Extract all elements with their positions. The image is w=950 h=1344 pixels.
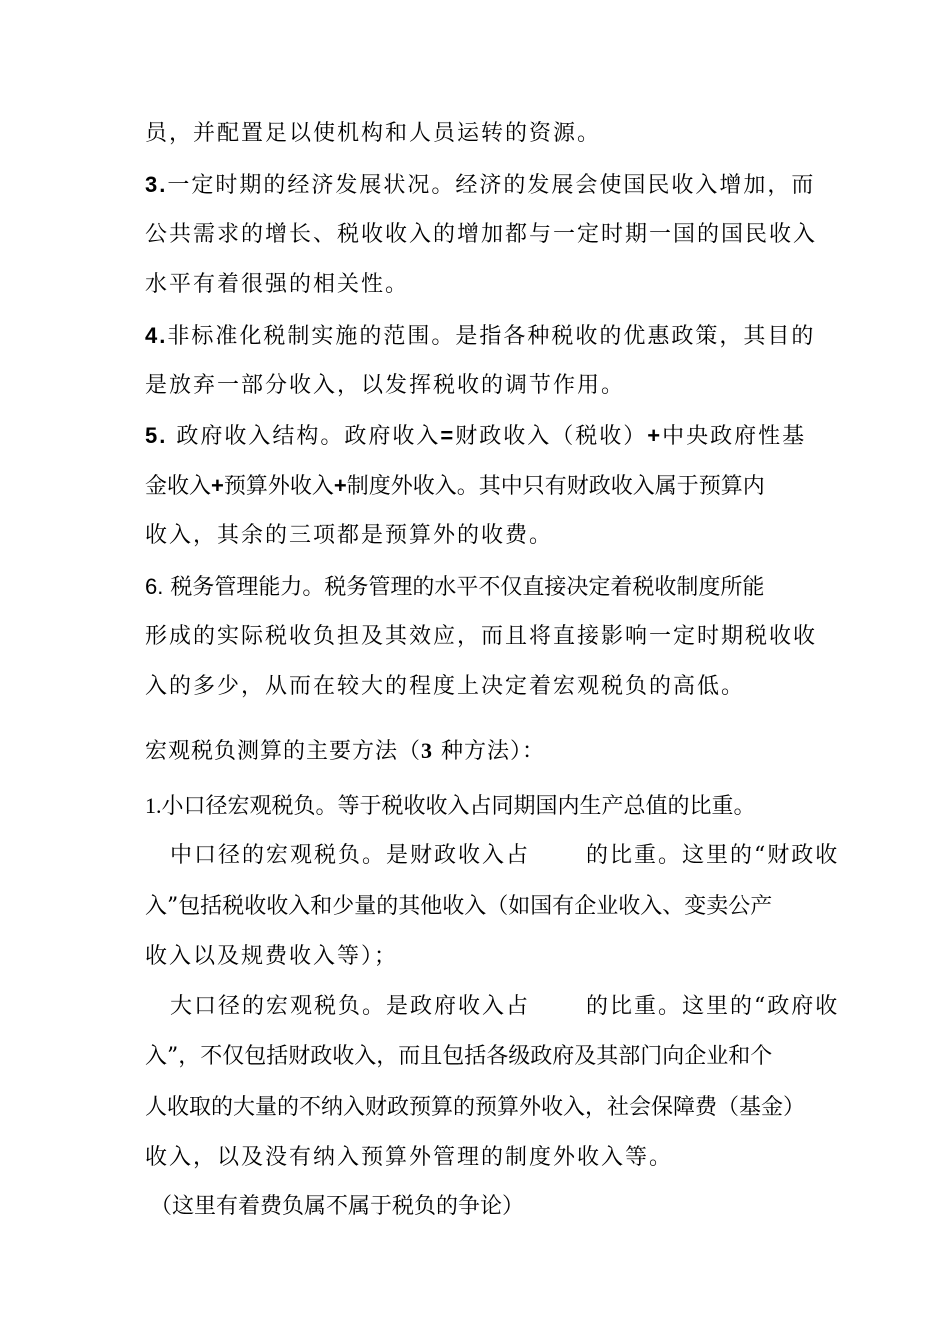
method-3-line-2 <box>145 1043 855 1071</box>
item-6-line-3 <box>145 673 855 701</box>
text-span: 员，并配置足以使机构和人员运转的资源。 <box>145 121 602 146</box>
text-span: 金收入 <box>145 474 212 499</box>
methods-heading <box>145 737 855 766</box>
item-4-line-1 <box>145 322 855 351</box>
plus-sign: + <box>333 473 347 498</box>
text-span: 大口径的宏观税负。是政府收入占 <box>170 994 531 1019</box>
item-number: 1. <box>145 793 162 818</box>
item-6-line-1 <box>145 573 855 602</box>
item-number: 5. <box>145 423 168 448</box>
item-number: 6. <box>145 574 164 599</box>
text-span: 形成的实际税收负担及其效应，而且将直接影响一定时期税收收 <box>145 624 818 649</box>
item-6-line-2 <box>145 623 855 651</box>
text-span: 是放弃一部分收入，以发挥税收的调节作用。 <box>145 373 626 398</box>
text-span: 入”包括税收收入和少量的其他收入（如国有企业收入、变卖公产 <box>145 894 773 919</box>
text-span: 收入以及规费收入等）； <box>145 944 399 969</box>
equals-sign: = <box>440 423 456 448</box>
item-number: 3. <box>145 172 168 197</box>
text-span: 宏观税负测算的主要方法（ <box>145 739 422 764</box>
item-5-line-1 <box>145 422 855 451</box>
text-span: 人收取的大量的不纳入财政预算的预算外收入，社会保障费（基金） <box>145 1095 806 1120</box>
text-span: 制度外收入。其中只有财政收入属于预算内 <box>346 474 765 499</box>
text-span: 的比重。这里的“政府收 <box>586 994 840 1019</box>
text-span: 税务管理能力。税务管理的水平不仅直接决定着税收制度所能 <box>163 575 765 600</box>
text-span: 公共需求的增长、税收收入的增加都与一定时期一国的国民收入 <box>145 222 818 247</box>
text-span: 中口径的宏观税负。是财政收入占 <box>170 843 531 868</box>
text-span: 的比重。这里的“财政收 <box>586 843 840 868</box>
text-span: 水平有着很强的相关性。 <box>145 272 410 297</box>
text-span: 非标准化税制实施的范围。是指各种税收的优惠政策，其目的 <box>167 324 816 349</box>
paragraph-continuation-line <box>145 120 855 148</box>
item-3-line-2 <box>145 221 855 249</box>
item-4-line-2 <box>145 372 855 400</box>
method-2-line-3 <box>145 943 855 971</box>
item-5-line-2 <box>145 472 855 501</box>
method-3-line-3 <box>145 1094 855 1122</box>
text-span: 入”，不仅包括财政收入，而且包括各级政府及其部门向企业和个 <box>145 1044 773 1069</box>
text-span: 政府收入结构。政府收入 <box>167 424 441 449</box>
text-span: 一定时期的经济发展状况。经济的发展会使国民收入增加，而 <box>167 173 816 198</box>
plus-sign: + <box>647 423 663 448</box>
method-3-line-4 <box>145 1144 855 1172</box>
text-span: 入的多少，从而在较大的程度上决定着宏观税负的高低。 <box>145 674 746 699</box>
method-1-line <box>145 792 855 821</box>
text-span: 收入，其余的三项都是预算外的收费。 <box>145 523 554 548</box>
method-count: 3 <box>421 738 434 763</box>
item-3-line-1 <box>145 171 855 200</box>
text-span: 中央政府性基 <box>662 424 807 449</box>
method-2-line-1 <box>170 842 880 870</box>
text-span: （这里有着费负属不属于税负的争论） <box>150 1194 525 1219</box>
item-number: 4. <box>145 323 168 348</box>
text-span: 小口径宏观税负。等于税收收入占同期国内生产总值的比重。 <box>161 794 756 819</box>
plus-sign: + <box>211 473 224 498</box>
text-span: 种方法）： <box>433 739 546 764</box>
item-3-line-3 <box>145 271 855 299</box>
method-3-line-1 <box>170 993 880 1021</box>
item-5-line-3 <box>145 522 855 550</box>
text-span: 财政收入（税收） <box>455 424 648 449</box>
text-span: 预算外收入 <box>223 474 334 499</box>
method-2-line-2 <box>145 893 855 921</box>
text-span: 收入，以及没有纳入预算外管理的制度外收入等。 <box>145 1145 674 1170</box>
debate-note <box>150 1193 860 1221</box>
